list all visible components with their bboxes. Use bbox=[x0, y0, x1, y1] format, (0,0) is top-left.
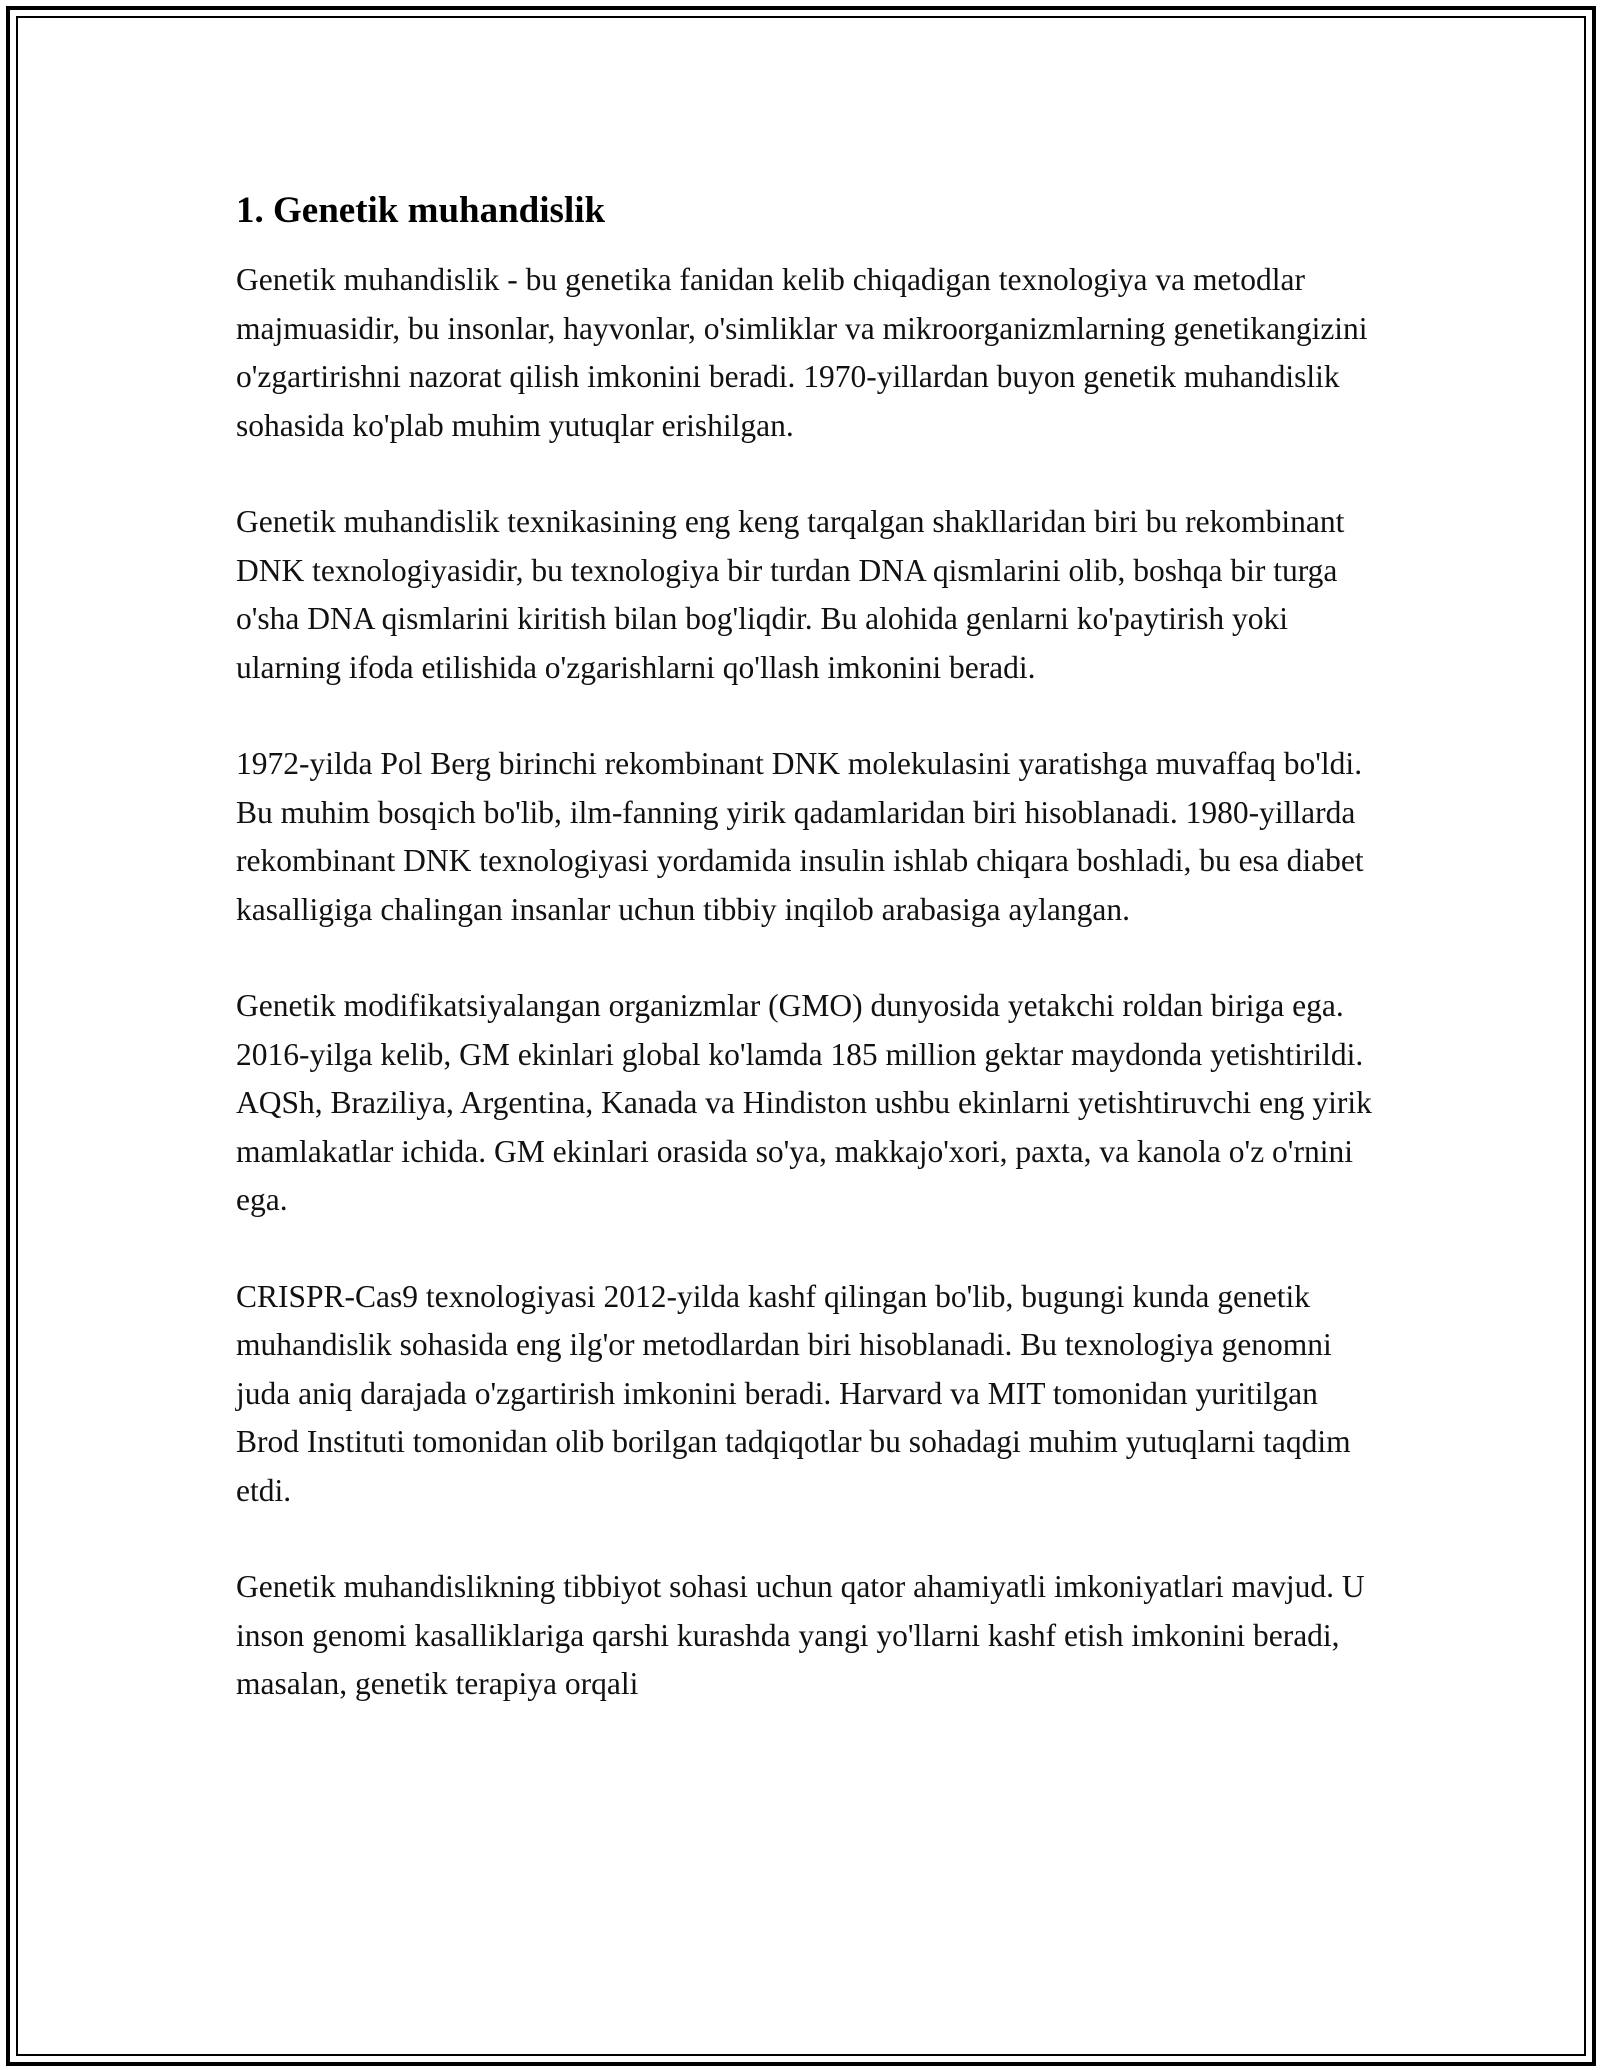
section-title: 1. Genetik muhandislik bbox=[236, 190, 606, 231]
paragraph-recombinant-dna: Genetik muhandislik texnikasining eng keng tarqalgan shakllaridan biri bu rekombinant DNK texnologiyasidir, bu texnologiya bir turdan DNA qismlarini olib, boshqa bir turga o'sha DNA qismlarini kiritish bilan bog'liqdir. Bu alohida genlarni ko'paytirish yoki ularning ifoda etilishida o'zgarishlarni qo'llash imkonini beradi. bbox=[236, 504, 1345, 685]
paragraph-medicine: Genetik muhandislikning tibbiyot sohasi uchun qator ahamiyatli imkoniyatlari mavjud. U inson genomi kasalliklariga qarshi kurashda yangi yo'llarni kashf etish imkonini beradi, masalan, genetik terapiya orqali bbox=[236, 1569, 1365, 1701]
paragraph-history: 1972-yilda Pol Berg birinchi rekombinant DNK molekulasini yaratishga muvaffaq bo'ldi. Bu muhim bosqich bo'lib, ilm-fanning yirik qadamlaridan biri hisoblanadi. 1980-yillarda rekombinant DNK texnologiyasi yordamida insulin ishlab chiqara boshladi, bu esa diabet kasalligiga chalingan insanlar uchun tibbiy inqilob arabasiga aylangan. bbox=[236, 746, 1364, 927]
paragraph-intro: Genetik muhandislik - bu genetika fanidan kelib chiqadigan texnologiya va metodlar majmuasidir, bu insonlar, hayvonlar, o'simliklar va mikroorganizmlarning genetikangizini o'zgartirishni nazorat qilish imkonini beradi. 1970-yillardan buyon genetik muhandislik sohasida ko'plab muhim yutuqlar erishilgan. bbox=[236, 262, 1368, 443]
paragraph-crispr: CRISPR-Cas9 texnologiyasi 2012-yilda kashf qilingan bo'lib, bugungi kunda genetik muhandislik sohasida eng ilg'or metodlardan biri hisoblanadi. Bu texnologiya genomni juda aniq darajada o'zgartirish imkonini beradi. Harvard va MIT tomonidan yuritilgan Brod Instituti tomonidan olib borilgan tadqiqotlar bu sohadagi muhim yutuqlarni taqdim etdi. bbox=[236, 1278, 1351, 1508]
paragraph-gmo: Genetik modifikatsiyalangan organizmlar (GMO) dunyosida yetakchi roldan biriga ega. 2016-yilga kelib, GM ekinlari global ko'lamda 185 million gektar maydonda yetishtirildi. AQSh, Braziliya, Argentina, Kanada va Hindiston ushbu ekinlarni yetishtiruvchi eng yirik mamlakatlar ichida. GM ekinlari orasida so'ya, makkajo'xori, paxta, va kanola o'z o'rnini ega. bbox=[236, 988, 1372, 1217]
document-body bbox=[236, 186, 1376, 1757]
